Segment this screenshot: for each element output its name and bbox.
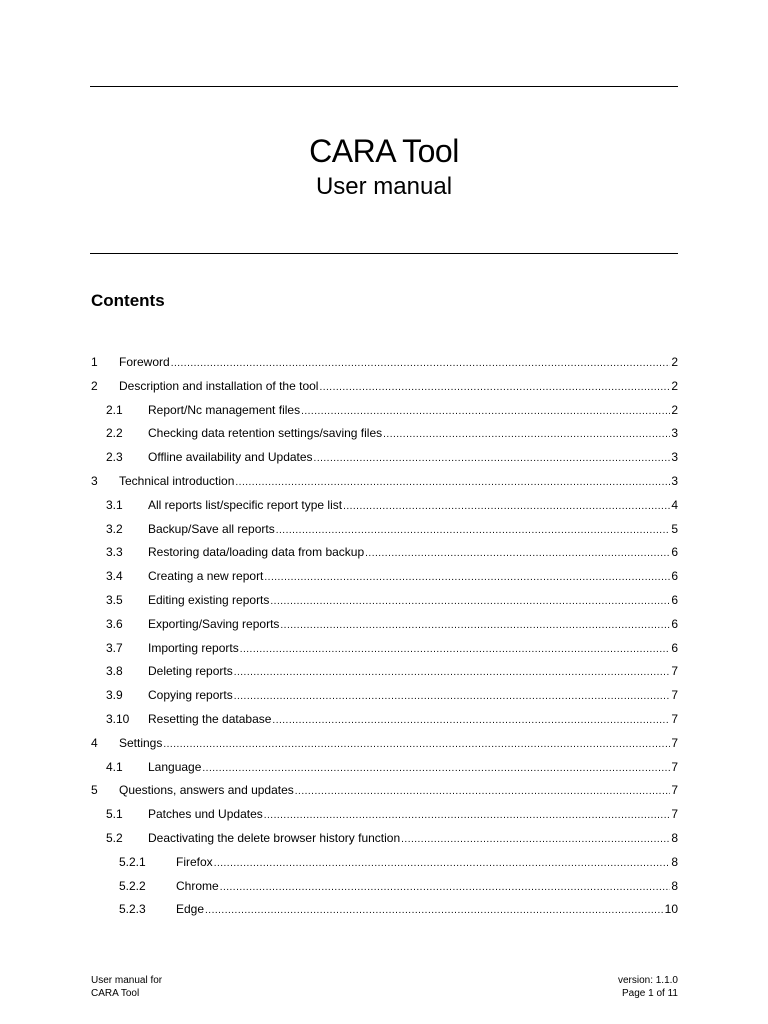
toc-entry-number: 2.1 xyxy=(106,402,123,417)
toc-dot-leader xyxy=(401,830,670,850)
toc-entry-page: 7 xyxy=(671,759,678,774)
toc-entry-page: 2 xyxy=(671,355,678,369)
toc-entry-number: 5.2.2 xyxy=(119,878,146,893)
title-divider xyxy=(90,253,678,254)
toc-dot-leader xyxy=(205,901,664,921)
toc-entry-page: 7 xyxy=(671,735,678,750)
toc-entry[interactable] xyxy=(0,876,768,896)
toc-entry[interactable] xyxy=(0,757,768,777)
toc-entry-title: Language xyxy=(148,759,202,774)
toc-entry-number: 5.2 xyxy=(106,831,123,845)
toc-entry[interactable] xyxy=(0,899,768,919)
toc-entry-title: Resetting the database xyxy=(148,712,272,726)
toc-entry-title: Settings xyxy=(119,735,163,750)
toc-entry-title: Patches und Updates xyxy=(148,807,263,822)
toc-entry-title: All reports list/specific report type list xyxy=(148,497,343,512)
toc-entry-line xyxy=(148,447,678,469)
toc-entry-title: Edge xyxy=(176,902,205,917)
toc-entry-line xyxy=(148,614,678,636)
toc-entry-number: 3.9 xyxy=(106,688,123,703)
toc-entry-line xyxy=(148,661,678,683)
footer-manual-label: User manual for xyxy=(91,975,163,986)
toc-entry[interactable] xyxy=(0,709,768,729)
toc-dot-leader xyxy=(202,759,670,779)
toc-entry-page: 3 xyxy=(671,426,678,441)
toc-entry-number: 3.6 xyxy=(106,616,123,631)
toc-entry-title: Questions, answers and updates xyxy=(119,783,294,798)
toc-entry-title: Firefox xyxy=(176,854,213,869)
document-subtitle: User manual xyxy=(315,173,453,200)
toc-entry-page: 7 xyxy=(671,664,678,679)
toc-entry[interactable] xyxy=(0,519,768,539)
toc-dot-leader xyxy=(383,425,670,445)
toc-entry[interactable] xyxy=(0,376,768,396)
toc-dot-leader xyxy=(319,378,670,398)
toc-entry-line xyxy=(148,495,678,517)
toc-entry-line xyxy=(148,804,678,826)
toc-entry-line xyxy=(148,685,678,707)
toc-dot-leader xyxy=(220,878,671,898)
toc-entry-title: Offline availability and Updates xyxy=(148,450,313,465)
toc-entry-number: 1 xyxy=(91,355,98,369)
toc-entry-number: 3.3 xyxy=(106,545,123,560)
toc-entry-line xyxy=(148,566,678,588)
toc-entry[interactable] xyxy=(0,614,768,634)
toc-entry-title: Technical introduction xyxy=(119,474,235,488)
toc-entry[interactable] xyxy=(0,423,768,443)
toc-entry-page: 7 xyxy=(671,807,678,822)
toc-entry-title: Restoring data/loading data from backup xyxy=(148,545,365,560)
toc-dot-leader xyxy=(272,711,670,731)
toc-entry-page: 6 xyxy=(671,616,678,631)
toc-entry-title: Report/Nc management files xyxy=(148,402,301,417)
toc-entry-page: 6 xyxy=(671,569,678,584)
toc-dot-leader xyxy=(276,521,671,541)
toc-entry-title: Exporting/Saving reports xyxy=(148,616,280,631)
footer-tool-name: CARA Tool xyxy=(91,988,140,999)
toc-entry-line xyxy=(119,733,678,755)
toc-entry[interactable] xyxy=(0,780,768,800)
toc-entry-page: 8 xyxy=(671,878,678,893)
toc-entry-page: 3 xyxy=(671,474,678,488)
toc-entry[interactable] xyxy=(0,804,768,824)
footer-page-number: Page 1 of 11 xyxy=(622,988,678,999)
toc-dot-leader xyxy=(314,449,671,469)
toc-dot-leader xyxy=(365,544,670,564)
toc-entry-line xyxy=(148,400,678,422)
toc-entry-number: 5.2.1 xyxy=(119,854,146,869)
toc-entry-line xyxy=(148,423,678,445)
toc-entry-number: 5.2.3 xyxy=(119,902,146,917)
toc-entry[interactable] xyxy=(0,566,768,586)
toc-entry-line xyxy=(148,638,678,660)
toc-entry-page: 7 xyxy=(671,688,678,703)
toc-dot-leader xyxy=(234,663,671,683)
toc-dot-leader xyxy=(295,782,671,802)
toc-entry-line xyxy=(119,471,678,493)
toc-entry-number: 2.3 xyxy=(106,450,123,465)
toc-entry-number: 5 xyxy=(91,783,98,798)
footer-left xyxy=(91,974,162,1000)
footer-version: version: 1.1.0 xyxy=(617,975,678,986)
toc-entry-page: 2 xyxy=(671,402,678,417)
toc-entry-line xyxy=(148,709,678,731)
toc-entry-title: Deleting reports xyxy=(148,664,233,679)
toc-entry-number: 3 xyxy=(91,474,98,488)
toc-entry-title: Importing reports xyxy=(148,640,239,655)
toc-dot-leader xyxy=(301,402,670,422)
toc-entry[interactable] xyxy=(0,352,768,372)
toc-entry-page: 2 xyxy=(671,378,678,393)
toc-dot-leader xyxy=(235,473,670,493)
toc-entry[interactable] xyxy=(0,685,768,705)
toc-dot-leader xyxy=(264,806,671,826)
toc-entry-title: Editing existing reports xyxy=(148,593,270,607)
toc-entry[interactable] xyxy=(0,471,768,491)
toc-entry-title: Deactivating the delete browser history function xyxy=(148,831,401,845)
toc-entry[interactable] xyxy=(0,495,768,515)
toc-entry-page: 3 xyxy=(671,450,678,465)
toc-entry-number: 2.2 xyxy=(106,426,123,441)
toc-entry-line xyxy=(119,780,678,802)
footer-right xyxy=(618,974,678,1000)
toc-entry[interactable] xyxy=(0,852,768,872)
toc-entry-title: Foreword xyxy=(119,355,170,369)
toc-entry-page: 5 xyxy=(671,521,678,536)
toc-entry[interactable] xyxy=(0,590,768,610)
toc-entry-page: 8 xyxy=(671,831,678,845)
toc-entry-number: 3.4 xyxy=(106,569,123,584)
toc-entry[interactable] xyxy=(0,447,768,467)
toc-entry-page: 6 xyxy=(671,640,678,655)
toc-entry-title: Checking data retention settings/saving files xyxy=(148,426,383,441)
toc-dot-leader xyxy=(163,735,670,755)
toc-entry-number: 4.1 xyxy=(106,759,123,774)
toc-entry-number: 3.2 xyxy=(106,521,123,536)
toc-dot-leader xyxy=(343,497,670,517)
toc-dot-leader xyxy=(171,354,671,374)
toc-entry-page: 10 xyxy=(664,902,678,917)
toc-entry-line xyxy=(148,828,678,850)
toc-entry-page: 6 xyxy=(671,545,678,560)
toc-entry-page: 7 xyxy=(671,712,678,726)
toc-dot-leader xyxy=(270,592,670,612)
toc-dot-leader xyxy=(214,854,671,874)
document-title: CARA Tool xyxy=(309,133,459,169)
toc-dot-leader xyxy=(240,640,671,660)
toc-entry[interactable] xyxy=(0,542,768,562)
toc-entry[interactable] xyxy=(0,661,768,681)
toc-entry-line xyxy=(176,876,678,898)
toc-entry-number: 3.8 xyxy=(106,664,123,679)
toc-entry-line xyxy=(148,542,678,564)
toc-entry-title: Chrome xyxy=(176,878,219,893)
toc-entry-number: 2 xyxy=(91,378,98,393)
toc-entry-title: Backup/Save all reports xyxy=(148,521,275,536)
toc-entry-title: Creating a new report xyxy=(148,569,264,584)
toc-entry-title: Copying reports xyxy=(148,688,233,703)
toc-entry-page: 4 xyxy=(671,497,678,512)
toc-entry-line xyxy=(176,852,678,874)
toc-entry-page: 7 xyxy=(671,783,678,798)
toc-dot-leader xyxy=(264,568,670,588)
contents-heading: Contents xyxy=(91,291,165,310)
toc-entry[interactable] xyxy=(0,638,768,658)
toc-entry-page: 8 xyxy=(671,854,678,869)
toc-entry-page: 6 xyxy=(671,593,678,607)
toc-entry[interactable] xyxy=(0,733,768,753)
toc-entry-number: 5.1 xyxy=(106,807,123,822)
toc-dot-leader xyxy=(234,687,671,707)
toc-entry-line xyxy=(119,352,678,374)
toc-entry-line xyxy=(176,899,678,921)
toc-entry-line xyxy=(148,519,678,541)
toc-entry-line xyxy=(148,590,678,612)
toc-entry-number: 4 xyxy=(91,735,98,750)
toc-entry-number: 3.10 xyxy=(106,712,130,726)
toc-entry-number: 3.7 xyxy=(106,640,123,655)
toc-dot-leader xyxy=(280,616,670,636)
top-divider xyxy=(90,86,678,87)
toc-entry-title: Description and installation of the tool xyxy=(119,378,319,393)
toc-entry-line xyxy=(119,376,678,398)
toc-entry-number: 3.1 xyxy=(106,497,123,512)
toc-entry[interactable] xyxy=(0,828,768,848)
toc-entry-number: 3.5 xyxy=(106,593,123,607)
toc-entry-line xyxy=(148,757,678,779)
toc-entry[interactable] xyxy=(0,400,768,420)
